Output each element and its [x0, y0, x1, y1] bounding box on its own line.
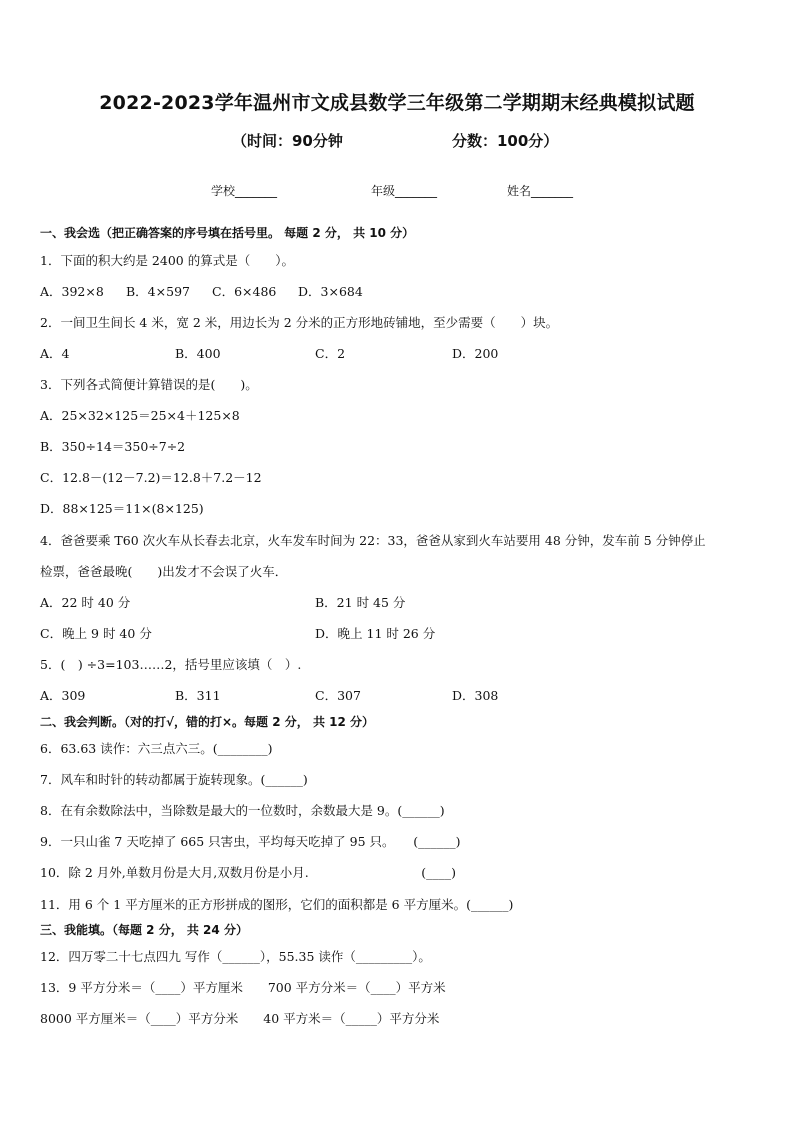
question-4-option-a: A．22 时 40 分 [40, 595, 131, 610]
exam-time: （时间：90分钟 [232, 132, 343, 150]
question-13-line1: 13．9 平方分米＝（____）平方厘米 700 平方分米＝（____）平方米 [40, 980, 446, 995]
section-heading-2: 二、我会判断。（对的打√，错的打×。每题 2 分， 共 12 分） [40, 715, 374, 729]
question-1-option-b: B．4×597 [126, 284, 190, 299]
question-4-stem-line2: 检票，爸爸最晚( )出发才不会误了火车． [40, 564, 288, 579]
question-6: 6．63.63 读作：六三点六三。(________) [40, 741, 273, 756]
question-3-option-a: A．25×32×125＝25×4＋125×8 [40, 408, 240, 423]
question-4-option-d: D．晚上 11 时 26 分 [315, 626, 436, 641]
page-title: 2022-2023学年温州市文成县数学三年级第二学期期末经典模拟试题 [99, 92, 695, 114]
question-2-option-b: B．400 [175, 346, 221, 361]
question-4-option-b: B．21 时 45 分 [315, 595, 406, 610]
question-1-option-c: C．6×486 [212, 284, 277, 299]
question-11: 11．用 6 个 1 平方厘米的正方形拼成的图形，它们的面积都是 6 平方厘米。(______) [40, 897, 514, 912]
question-5-stem: 5．( ) ÷3=103……2，括号里应该填（ ）. [40, 657, 302, 672]
question-3-option-c: C．12.8－(12－7.2)＝12.8＋7.2－12 [40, 470, 262, 485]
question-5-option-d: D．308 [452, 688, 499, 703]
question-4-option-c: C．晚上 9 时 40 分 [40, 626, 152, 641]
question-1-stem: 1．下面的积大约是 2400 的算式是（ ）。 [40, 253, 294, 268]
question-1-option-a: A．392×8 [40, 284, 104, 299]
section-heading-3: 三、我能填。（每题 2 分， 共 24 分） [40, 923, 248, 937]
question-12: 12．四万零二十七点四九 写作（______），55.35 读作（_________）。 [40, 949, 431, 964]
question-2-option-a: A．4 [40, 346, 70, 361]
question-3-option-b: B．350÷14＝350÷7÷2 [40, 439, 186, 454]
question-4-stem-line1: 4．爸爸要乘 T60 次火车从长春去北京，火车发车时间为 22：33，爸爸从家到火车站要用 48 分钟，发车前 5 分钟停止 [40, 533, 706, 548]
section-heading-1: 一、我会选（把正确答案的序号填在括号里。 每题 2 分， 共 10 分） [40, 226, 415, 240]
question-8: 8．在有余数除法中，当除数是最大的一位数时，余数最大是 9。(______) [40, 803, 445, 818]
question-3-stem: 3．下列各式简便计算错误的是( )。 [40, 377, 258, 392]
question-2-option-c: C．2 [315, 346, 346, 361]
question-3-option-d: D．88×125＝11×(8×125) [40, 501, 204, 516]
question-10: 10．除 2 月外,单数月份是大月,双数月份是小月. (____) [40, 865, 456, 880]
question-5-option-b: B．311 [175, 688, 221, 703]
name-field: 姓名_______ [507, 184, 574, 198]
grade-field: 年级_______ [371, 184, 438, 198]
question-9: 9．一只山雀 7 天吃掉了 665 只害虫，平均每天吃掉了 95 只。 (______) [40, 834, 461, 849]
question-1-option-d: D．3×684 [298, 284, 363, 299]
question-13-line2: 8000 平方厘米＝（____）平方分米 40 平方米＝（_____）平方分米 [40, 1011, 440, 1026]
question-5-option-c: C．307 [315, 688, 361, 703]
question-5-option-a: A．309 [40, 688, 86, 703]
question-2-stem: 2．一间卫生间长 4 米，宽 2 米，用边长为 2 分米的正方形地砖铺地，至少需要（ ）块。 [40, 315, 559, 330]
question-7: 7．风车和时针的转动都属于旋转现象。(______) [40, 772, 308, 787]
school-field: 学校_______ [211, 184, 278, 198]
question-2-option-d: D．200 [452, 346, 499, 361]
exam-score: 分数：100分） [452, 132, 559, 150]
